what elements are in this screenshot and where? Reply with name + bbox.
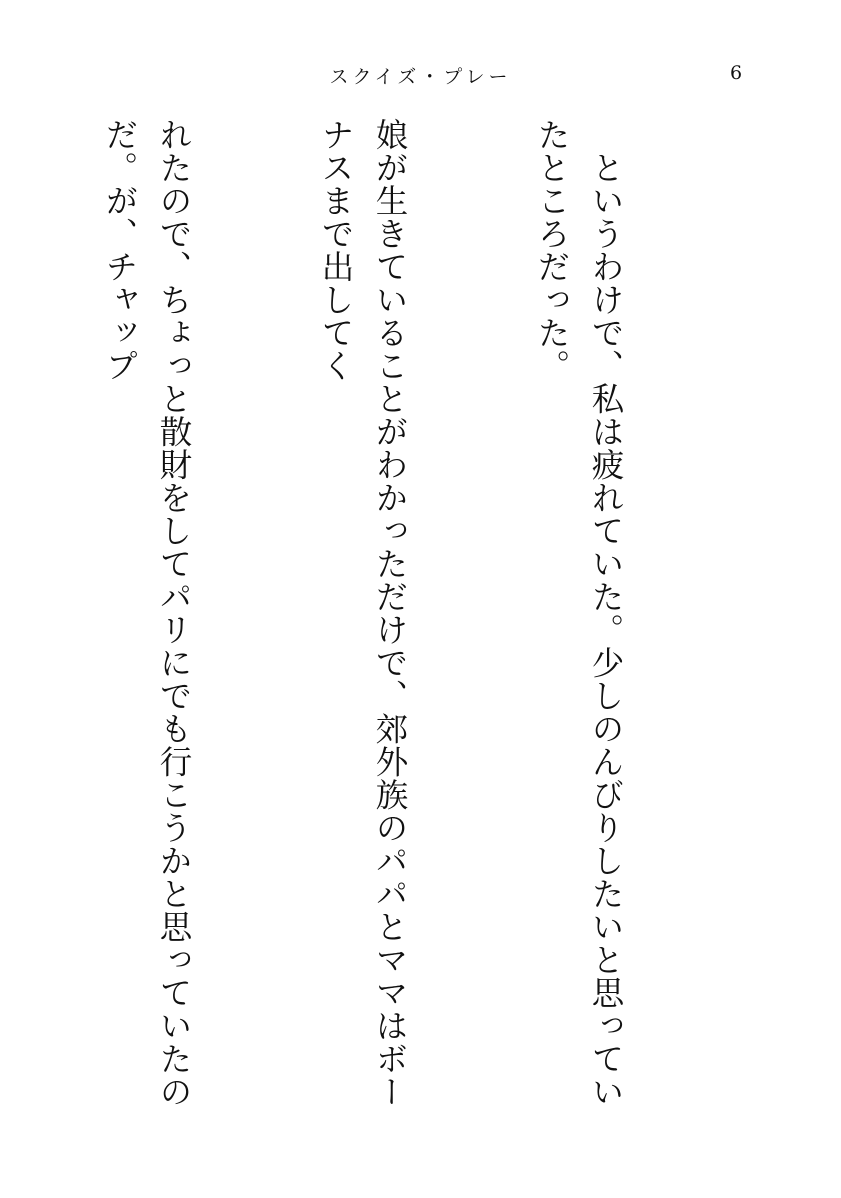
text-line [525,118,633,1128]
text-line [309,118,417,1128]
text-line [93,118,201,1128]
text-line-content: れたので、ちょっと散財をしてパリにでも行こうかと思っていたのだ。が、チャップ [101,118,193,1108]
running-header-title: スクイズ・プレー [329,66,512,88]
page-number: 6 [730,62,743,84]
text-line-content: というわけで、私は疲れていた。少しのんびりしたいと思っていたところだった。 [533,118,625,1108]
text-line-content: 娘が生きていることがわかっただけで、郊外族のパパとママはボーナスまで出してく [317,118,409,1108]
body-text [0,118,741,1128]
